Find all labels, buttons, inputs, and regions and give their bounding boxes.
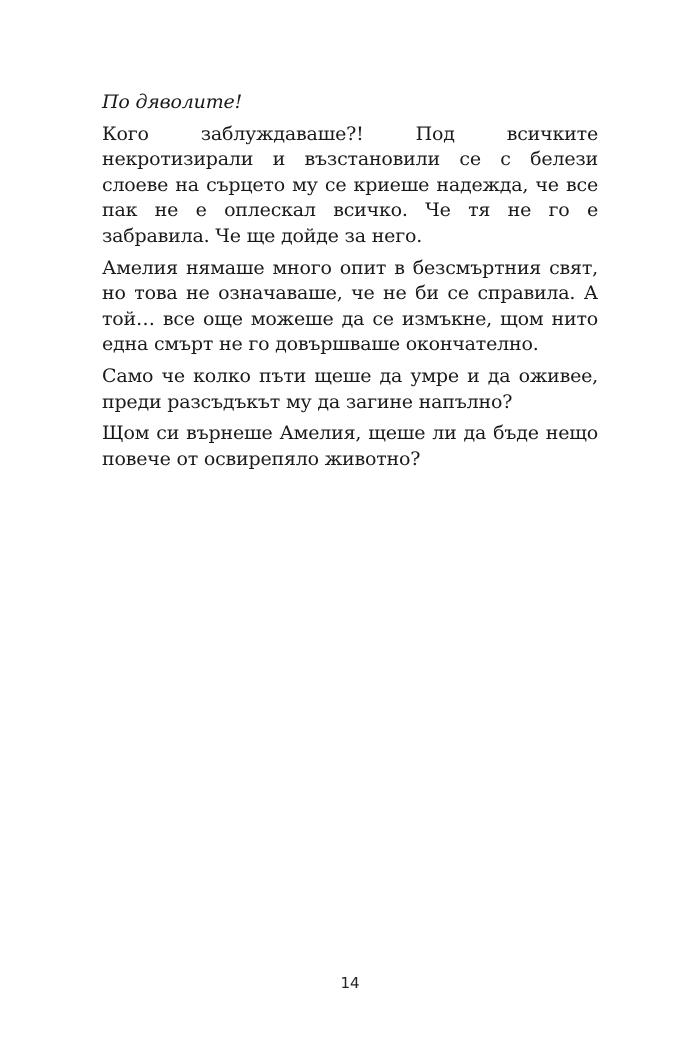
paragraph: Кого заблуждаваше?! Под всичките некротизирали и възстановили се с белези слоеве на сърцето му се криеше надежда, че все пак не е оплескал всичко. Че тя не го е забравила. Че ще дойде за него. <box>102 122 598 247</box>
paragraph: Амелия нямаше много опит в безсмъртния свят, но това не означаваше, че не би се справила. А той… все още можеше да се измъкне, щом нито една смърт не го довършваше окончателно. <box>102 256 598 356</box>
page-number: 14 <box>340 974 360 992</box>
body-text <box>102 90 598 478</box>
paragraph-exclamation: По дяволите! <box>102 91 242 113</box>
paragraph: Само че колко пъти щеше да умре и да оживее, преди разсъдъкът му да загине напълно? <box>102 364 598 413</box>
paragraph: Щом си върнеше Амелия, щеше ли да бъде нещо повече от освирепяло животно? <box>102 422 598 470</box>
